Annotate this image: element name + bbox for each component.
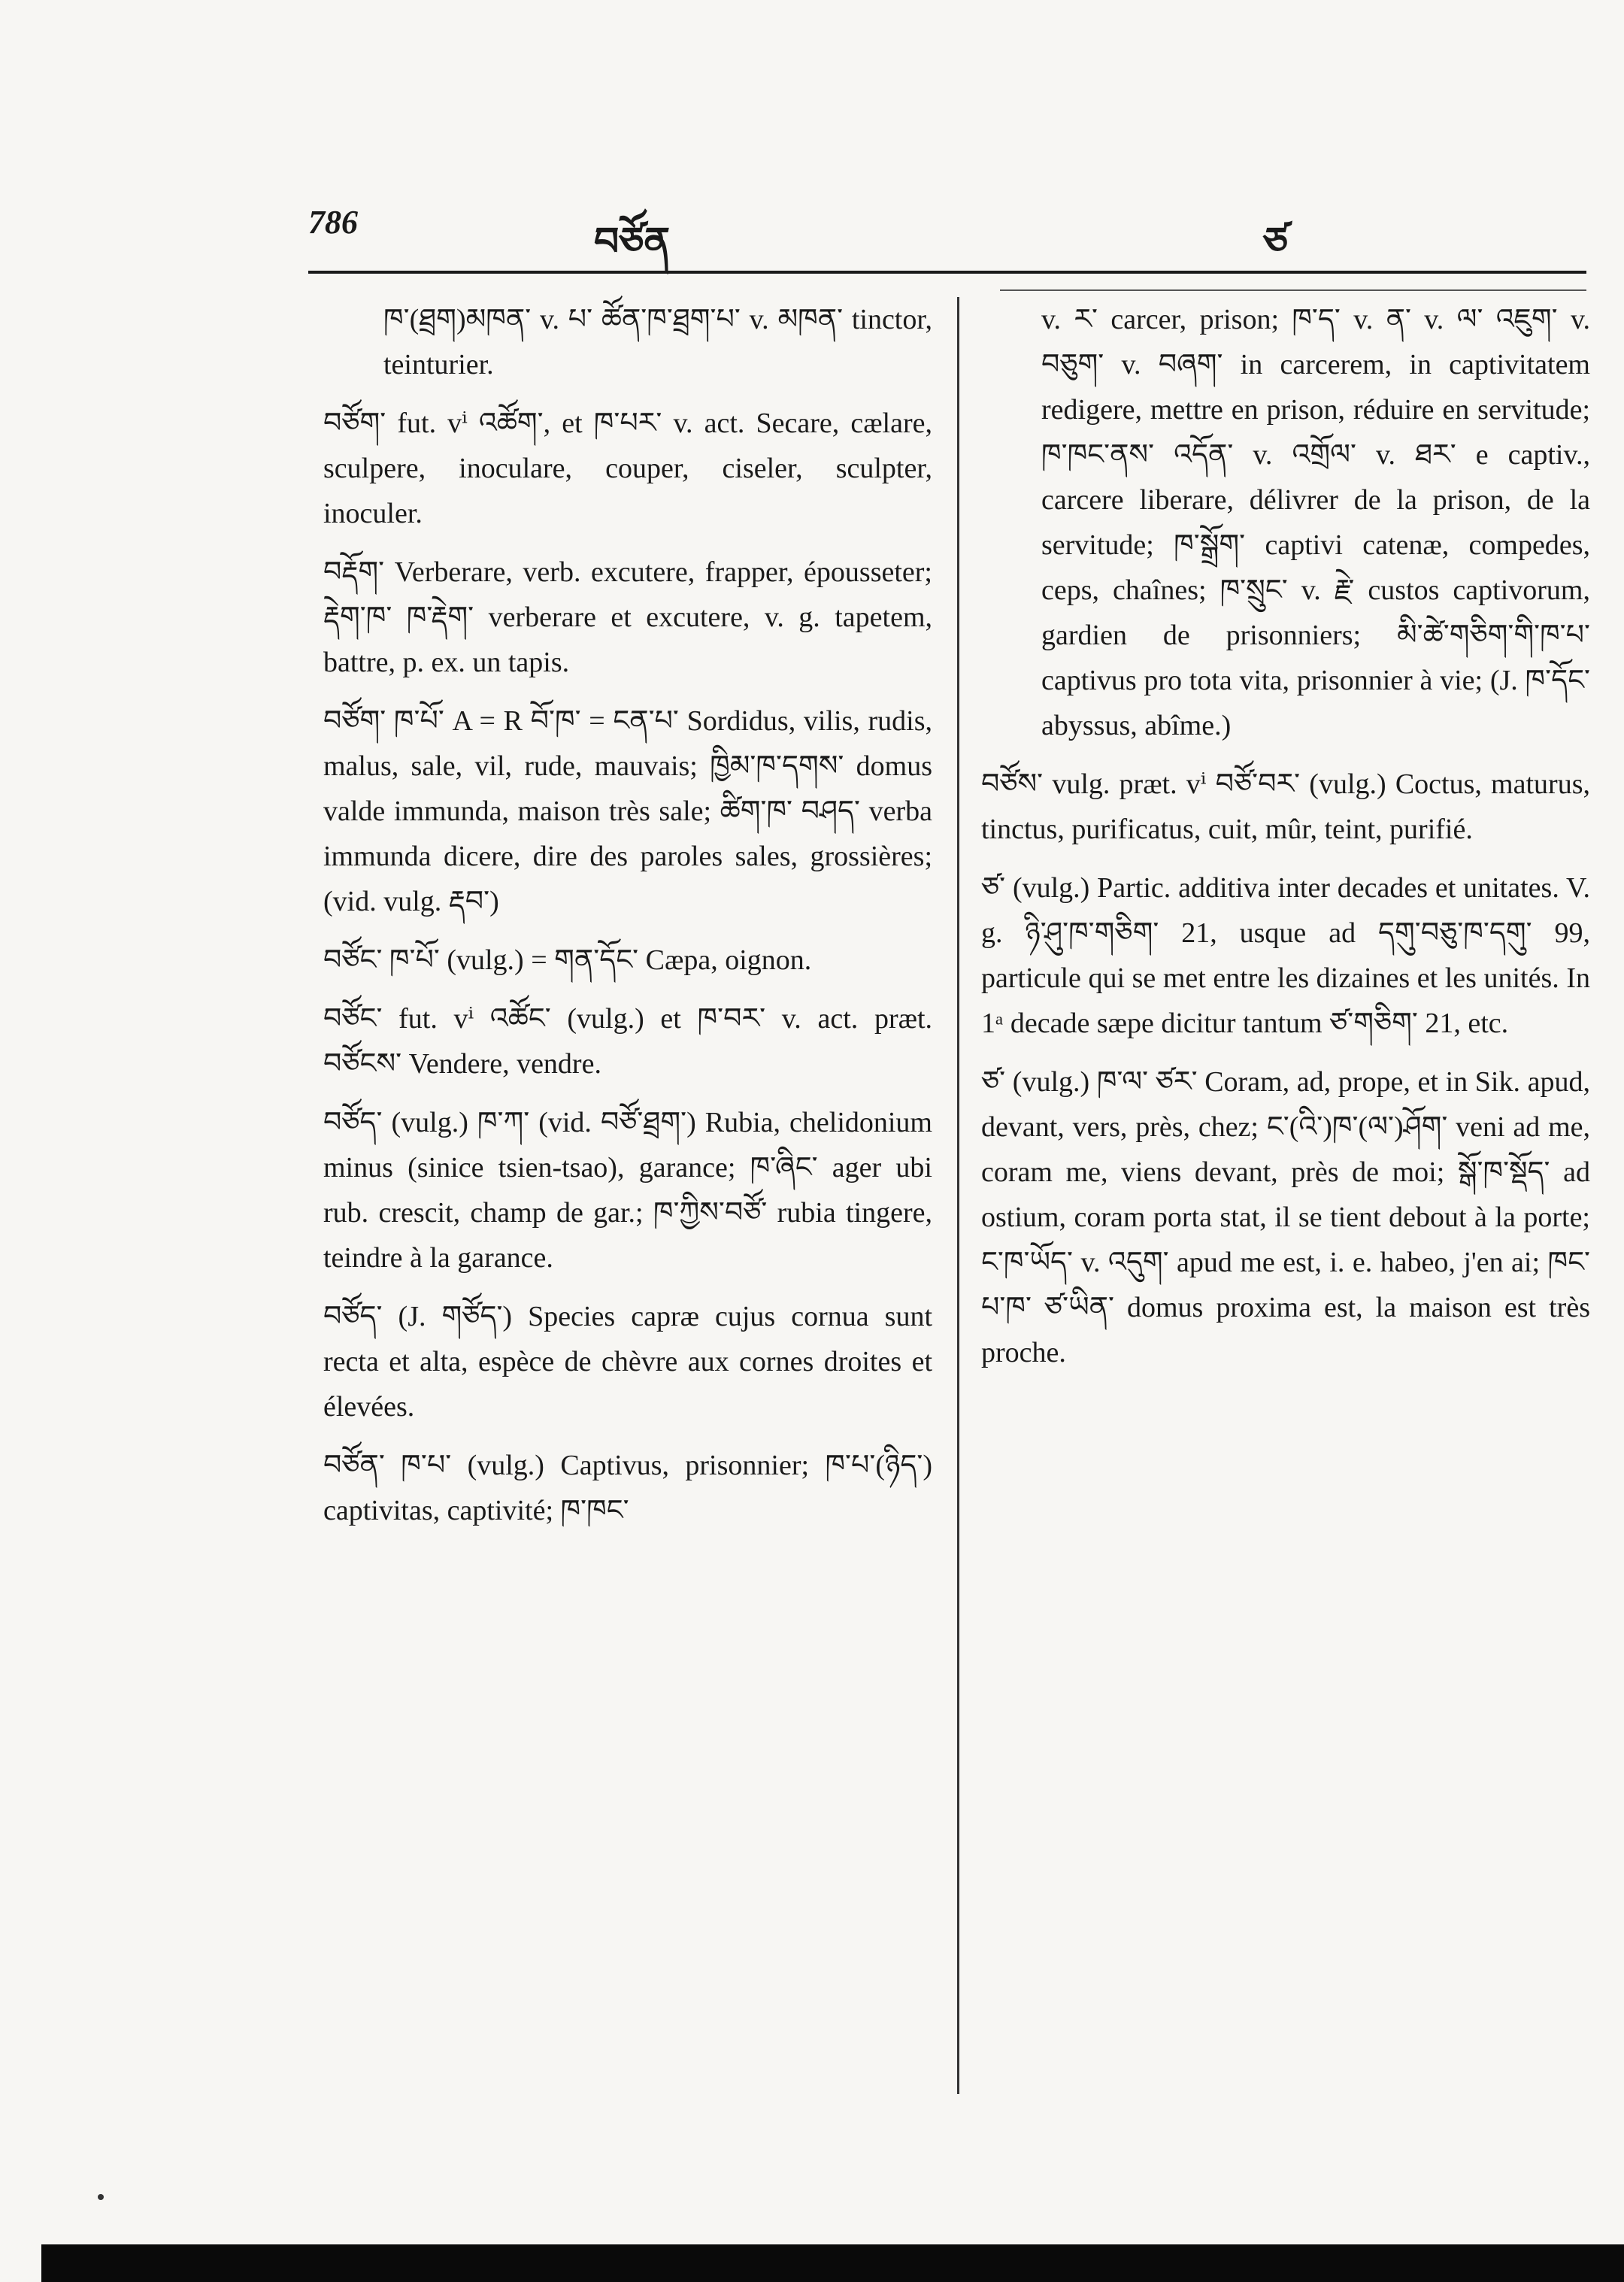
dictionary-entry: བཙོས་ vulg. præt. vⁱ བཙོ་བར་ (vulg.) Coctus, maturus, tinctus, purificatus, cuit, mûr, teint, purifié. [981, 768, 1590, 845]
dictionary-entry: བརྡོག་ Verberare, verb. excutere, frapper, épousseter; རྡེག་ཁ་ ཁ་རྡེག་ verberare et excutere, v. g. tapetem, battre, p. ex. un tapis. [323, 556, 932, 678]
running-headword-left: བཙོན [594, 221, 671, 264]
dictionary-entry: བཙོན་ ཁ་པ་ (vulg.) Captivus, prisonnier; ཁ་པ་(ཉིད་) captivitas, captivité; ཁ་ཁང་ [323, 1450, 932, 1526]
dictionary-entry: བཙོག་ fut. vⁱ འཚོག་, et ཁ་པར་ v. act. Secare, cælare, sculpere, inoculare, couper, ciseler, sculpter, inoculer. [323, 408, 932, 529]
right-column [981, 297, 1590, 1389]
column-divider [957, 297, 959, 2094]
running-headword-right: ཙ [1263, 221, 1289, 264]
header-rule [308, 271, 1586, 274]
dictionary-entry: བཙོང་ fut. vⁱ འཚོང་ (vulg.) et ཁ་བར་ v. act. præt. བཙོངས་ Vendere, vendre. [323, 1003, 932, 1080]
dictionary-entry: བཙོག་ ཁ་པོ་ A = R བོ་ཁ་ = ངན་པ་ Sordidus, vilis, rudis, malus, sale, vil, rude, mauvais; ཁྱིམ་ཁ་དགས་ domus valde immunda, maison très sale; ཚིག་ཁ་ བཤད་ verba immunda dicere, dire des paroles sales, grossières; (vid. vulg. རྡབ་) [323, 705, 932, 917]
dictionary-entry: ཁ་(ཐྲག)མཁན་ v. པ་ ཚོན་ཁ་ཐྲག་པ་ v. མཁན་ tinctor, teinturier. [383, 304, 932, 380]
left-column [323, 297, 932, 1547]
dictionary-entry: བཙོད་ (vulg.) ཁ་ཀ་ (vid. བཙོ་ཐྲག་) Rubia, chelidonium minus (sinice tsien-tsao), garance; ཁ་ཞིང་ ager ubi rub. crescit, champ de gar.; ཁ་ཀྱིས་བཙོ་ rubia tingere, teindre à la garance. [323, 1107, 932, 1274]
dictionary-entry: བཙོང་ ཁ་པོ་ (vulg.) = གན་དོང་ Cæpa, oignon. [323, 944, 812, 976]
page-number: 786 [308, 204, 358, 241]
dictionary-entry: ཙ་ (vulg.) ཁ་ལ་ ཙར་ Coram, ad, prope, et in Sik. apud, devant, vers, près, chez; ང་(འི་)ཁ་(ལ་)ཤོག་ veni ad me, coram me, viens devant, près de moi; སྒོ་ཁ་སྡོད་ ad ostium, coram porta stat, il se tient debout à la porte; ང་ཁ་ཡོད་ v. འདུག་ apud me est, i. e. habeo, j'en ai; ཁང་པ་ཁ་ ཙ་ཡིན་ domus proxima est, la maison est très proche. [981, 1066, 1590, 1368]
page-header [308, 195, 1594, 264]
header-rule-secondary [1000, 289, 1586, 291]
dictionary-entry: བཙོད་ (J. གཙོད་) Species capræ cujus cornua sunt recta et alta, espèce de chèvre aux cornes droites et élevées. [323, 1301, 932, 1423]
dictionary-entry: v. ར་ carcer, prison; ཁ་ད་ v. ན་ v. ལ་ འཇུག་ v. བཅུག་ v. བཞག་ in carcerem, in captivitatem redigere, mettre en prison, réduire en servitude; ཁ་ཁང་ནས་ འདོན་ v. འགྲོལ་ v. ཐར་ e captiv., carcere liberare, délivrer de la prison, de la servitude; ཁ་སྒྲོག་ captivi catenæ, compedes, ceps, chaînes; ཁ་སྲུང་ v. རྗེ་ custos captivorum, gardien de prisonniers; མི་ཚེ་གཅིག་གི་ཁ་པ་ captivus pro tota vita, prisonnier à vie; (J. ཁ་དོང་ abyssus, abîme.) [1041, 304, 1590, 741]
scan-border-bar [41, 2244, 1624, 2282]
dictionary-entry: ཙ་ (vulg.) Partic. additiva inter decades et unitates. V. g. ཉི་ཤུ་ཁ་གཅིག་ 21, usque ad དགུ་བཅུ་ཁ་དགུ་ 99, particule qui se met entre les dizaines et les unités. In 1ᵃ decade sæpe dicitur tantum ཙ་གཅིག་ 21, etc. [981, 872, 1590, 1039]
scan-speck [98, 2194, 104, 2200]
